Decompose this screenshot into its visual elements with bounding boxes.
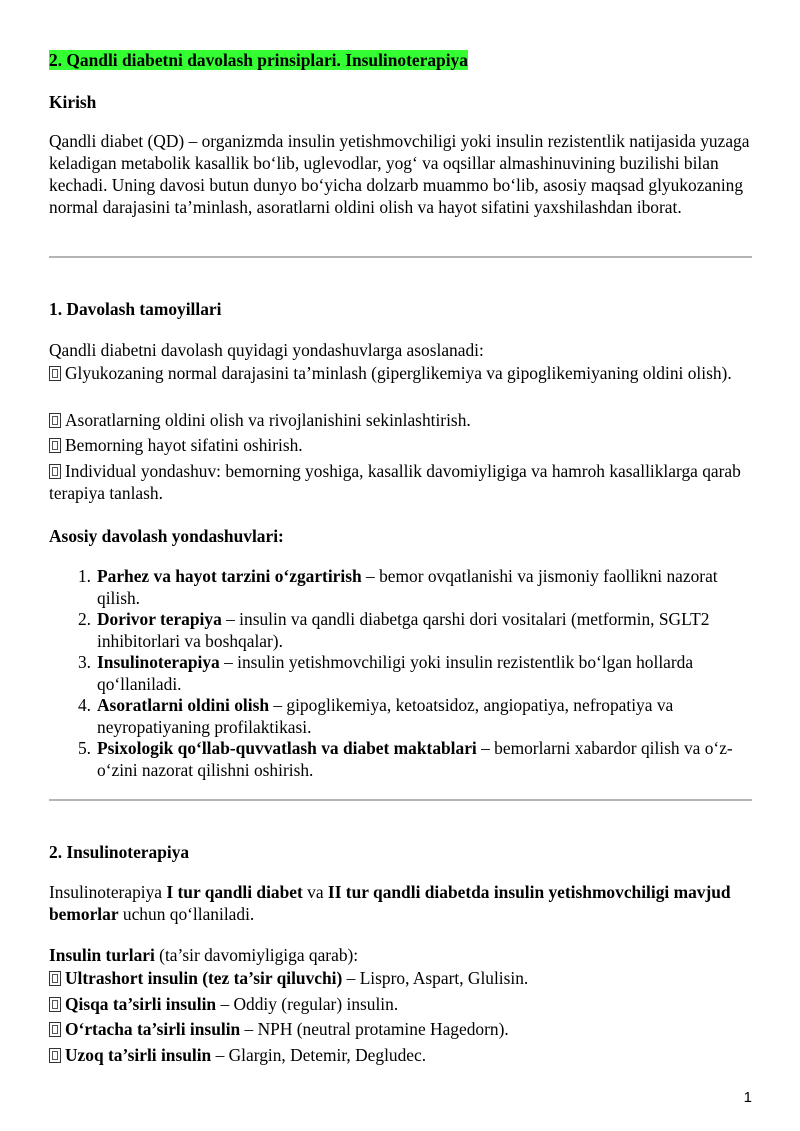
- intro-heading: Kirish: [49, 92, 97, 112]
- divider: [49, 256, 752, 258]
- title-highlight: 2. Qandli diabetni davolash prinsiplari. Insulinoterapiya: [49, 50, 468, 70]
- bullet-item: Individual yondashuv: bemorning yoshiga, kasallik davomiyligiga va hamroh kasalliklarga qarab terapiya tanlash.: [49, 461, 741, 503]
- missing-glyph-icon: [49, 366, 61, 381]
- insulin-type-item: Uzoq ta’sirli insulin – Glargin, Detemir, Degludec.: [49, 1044, 752, 1066]
- section2-heading: 2. Insulinoterapiya: [49, 842, 190, 862]
- missing-glyph-icon: [49, 438, 61, 453]
- missing-glyph-icon: [49, 1048, 61, 1063]
- insulin-type-item: Ultrashort insulin (tez ta’sir qiluvchi) – Lispro, Aspart, Glulisin.: [49, 967, 752, 989]
- missing-glyph-icon: [49, 413, 61, 428]
- bullet-item: Glyukozaning normal darajasini ta’minlash (giperglikemiya va gipoglikemiyaning oldini olish).: [49, 362, 752, 384]
- section2-lead: Insulinoterapiya I tur qandli diabet va II tur qandli diabetda insulin yetishmovchiligi mavjud bemorlar uchun qo‘llaniladi.: [49, 882, 731, 924]
- bullet-item: Asoratlarning oldini olish va rivojlanishini sekinlashtirish.: [49, 409, 752, 431]
- section1-subheading: Asosiy davolash yondashuvlari:: [49, 526, 284, 546]
- divider: [49, 799, 752, 801]
- intro-paragraph: Qandli diabet (QD) – organizmda insulin yetishmovchiligi yoki insulin rezistentlik natijasida yuzaga keladigan metabolik kasallik bo‘lib, uglevodlar, yog‘ va oqsillar almashinuvining buzilishi bilan kechadi. Uning davosi butun dunyo bo‘yicha dolzarb muammo bo‘lib, asosiy maqsad glyukozaning normal darajasini ta’minlash, asoratlarni oldini olish va hayot sifatini yaxshilashdan iborat.: [49, 131, 750, 217]
- insulin-type-item: Qisqa ta’sirli insulin – Oddiy (regular) insulin.: [49, 993, 752, 1015]
- insulin-type-item: O‘rtacha ta’sirli insulin – NPH (neutral protamine Hagedorn).: [49, 1018, 752, 1040]
- document-title: [49, 49, 752, 71]
- page-number: 1: [743, 1089, 752, 1106]
- missing-glyph-icon: [49, 1022, 61, 1037]
- missing-glyph-icon: [49, 997, 61, 1012]
- section1-lead: Qandli diabetni davolash quyidagi yondashuvlarga asoslanadi:: [49, 340, 484, 360]
- insulin-types-heading: Insulin turlari (ta’sir davomiyligiga qarab):: [49, 945, 359, 965]
- section1-heading: 1. Davolash tamoyillari: [49, 299, 222, 319]
- missing-glyph-icon: [49, 464, 61, 479]
- bullet-item: Bemorning hayot sifatini oshirish.: [49, 434, 752, 456]
- missing-glyph-icon: [49, 971, 61, 986]
